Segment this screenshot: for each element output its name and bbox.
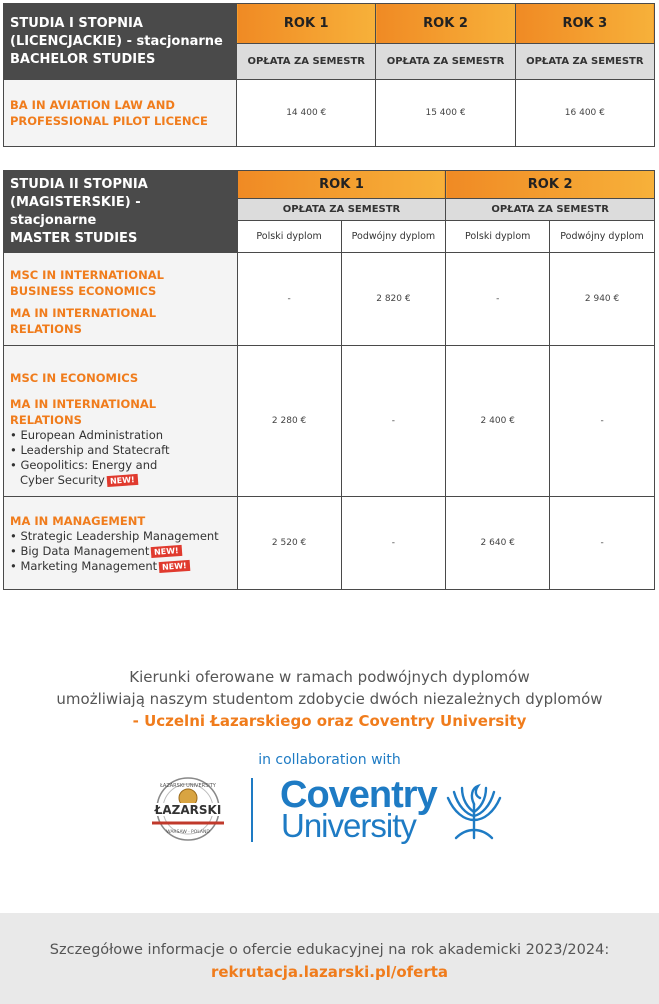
diploma-header-double: Podwójny dyplom [341, 221, 446, 253]
specialization-item-text: Cyber Security [20, 473, 105, 487]
program-title: PROFESSIONAL PILOT LICENCE [10, 114, 208, 128]
info-line-2: umożliwiają naszym studentom zdobycie dwóch niezależnych dyplomów [56, 690, 603, 708]
new-badge: NEW! [106, 474, 137, 487]
price-cell: 15 400 € [376, 80, 515, 147]
program-title: BUSINESS ECONOMICS [10, 284, 157, 298]
program-title: MA IN INTERNATIONAL RELATIONS [10, 397, 157, 427]
bachelor-fees-table [3, 3, 655, 147]
program-title: MA IN MANAGEMENT [10, 514, 146, 528]
diploma-header-polish: Polski dyplom [446, 221, 550, 253]
fee-label: OPŁATA ZA SEMESTR [376, 44, 515, 80]
phoenix-icon [440, 780, 508, 842]
price-cell: - [341, 497, 446, 590]
bachelor-header-line3: BACHELOR STUDIES [10, 51, 156, 67]
price-cell: 14 400 € [237, 80, 376, 147]
bachelor-header-line1: STUDIA I STOPNIA [10, 15, 143, 31]
program-title: BA IN AVIATION LAW AND [10, 98, 175, 112]
logo-divider [251, 778, 253, 842]
price-cell: 2 400 € [446, 346, 550, 497]
price-cell: - [550, 346, 655, 497]
fee-label: OPŁATA ZA SEMESTR [237, 44, 376, 80]
new-badge: NEW! [159, 560, 190, 573]
coventry-logo-line1: Coventry [280, 774, 437, 816]
program-cell [4, 346, 238, 497]
program-cell [4, 253, 238, 346]
bachelor-header [4, 4, 237, 80]
lazarski-city-text: WARSAW · POLAND [166, 830, 210, 835]
coventry-logo [280, 776, 510, 846]
specialization-item: • Leadership and Statecraft [10, 443, 170, 457]
price-cell: 2 280 € [237, 346, 341, 497]
price-cell: 2 820 € [341, 253, 446, 346]
year-1-header: ROK 1 [237, 171, 446, 199]
fee-label: OPŁATA ZA SEMESTR [237, 199, 446, 221]
price-cell: - [550, 497, 655, 590]
specialization-item [10, 473, 231, 488]
lazarski-ring-text: ŁAZARSKI UNIVERSITY [160, 783, 216, 789]
program-title: MSC IN INTERNATIONAL [10, 268, 164, 282]
program-cell [4, 80, 237, 147]
collaboration-label: in collaboration with [258, 752, 401, 768]
price-cell: - [341, 346, 446, 497]
lazarski-logo-text: ŁAZARSKI [154, 803, 222, 817]
specialization-item [10, 559, 231, 574]
program-title: MA IN INTERNATIONAL RELATIONS [10, 306, 157, 336]
diploma-header-polish: Polski dyplom [237, 221, 341, 253]
master-fees-table [3, 170, 655, 590]
price-cell: 2 640 € [446, 497, 550, 590]
fee-label: OPŁATA ZA SEMESTR [446, 199, 655, 221]
double-diploma-info [0, 666, 659, 732]
price-cell: - [237, 253, 341, 346]
specialization-item-text: • Big Data Management [10, 544, 150, 558]
new-badge: NEW! [151, 545, 182, 558]
specialization-item-text: • Marketing Management [10, 559, 158, 573]
price-cell: 16 400 € [515, 80, 654, 147]
year-2-header: ROK 2 [376, 4, 515, 44]
master-header-line3: MASTER STUDIES [10, 230, 138, 246]
specialization-item [10, 544, 231, 559]
academic-year-info: Szczegółowe informacje o ofercie edukacyjnej na rok akademicki 2023/2024: [49, 942, 610, 958]
coventry-logo-line2: University [281, 807, 416, 844]
diploma-header-double: Podwójny dyplom [550, 221, 655, 253]
price-cell: 2 520 € [237, 497, 341, 590]
program-title: MSC IN ECONOMICS [10, 371, 139, 385]
year-3-header: ROK 3 [515, 4, 654, 44]
info-line-3: - Uczelni Łazarskiego oraz Coventry University [132, 712, 527, 730]
price-cell: 2 940 € [550, 253, 655, 346]
year-1-header: ROK 1 [237, 4, 376, 44]
program-cell [4, 497, 238, 590]
year-2-header: ROK 2 [446, 171, 655, 199]
master-header-line1: STUDIA II STOPNIA [10, 176, 148, 192]
bachelor-header-line2: (LICENCJACKIE) - stacjonarne [10, 33, 223, 49]
price-cell: - [446, 253, 550, 346]
master-header-line2: (MAGISTERSKIE) - stacjonarne [10, 194, 141, 228]
lazarski-logo [148, 776, 228, 842]
master-header [4, 171, 238, 253]
specialization-item: • European Administration [10, 428, 164, 442]
info-line-1: Kierunki oferowane w ramach podwójnych dyplomów [129, 668, 530, 686]
offer-link[interactable]: rekrutacja.lazarski.pl/oferta [210, 963, 449, 981]
fee-label: OPŁATA ZA SEMESTR [515, 44, 654, 80]
specialization-item: • Strategic Leadership Management [10, 529, 219, 543]
specialization-item: • Geopolitics: Energy and [10, 458, 158, 472]
